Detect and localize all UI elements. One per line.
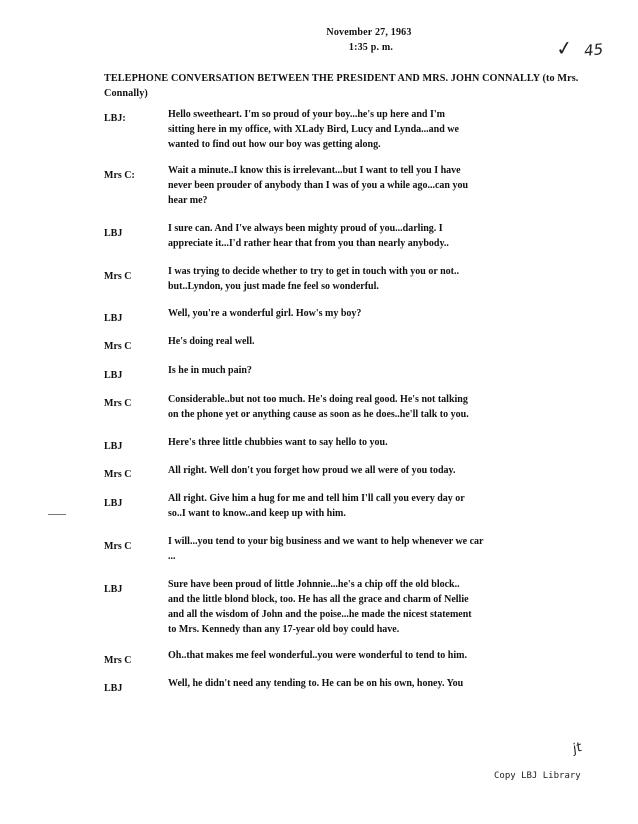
speaker-label: Mrs C	[104, 655, 132, 666]
speaker-label: Mrs C	[104, 398, 132, 409]
speaker-label: Mrs C	[104, 341, 132, 352]
utterance-text: Well, you're a wonderful girl. How's my boy?	[168, 308, 362, 319]
speaker-label: LBJ	[104, 370, 123, 381]
speaker-label: LBJ:	[104, 113, 126, 124]
speaker-label: Mrs C	[104, 271, 132, 282]
utterance-text: Sure have been proud of little Johnnie...he's a chip off the old block.. and the little blond block, too. He has all the grace and charm of Nellie and all the wisdom of John and the poise...he made the nicest statement to Mrs. Kennedy than any 17-year old boy could have.	[168, 579, 472, 635]
margin-mark	[48, 514, 66, 515]
utterance-text: Here's three little chubbies want to say hello to you.	[168, 437, 388, 448]
utterance-text: I was trying to decide whether to try to get in touch with you or not.. but..Lyndon, you just made fne feel so wonderful.	[168, 266, 460, 292]
speaker-label: Mrs C	[104, 469, 132, 480]
library-footer: Copy LBJ Library	[494, 771, 581, 781]
handwritten-page-number: 45	[583, 40, 604, 60]
speaker-label: Mrs C	[104, 541, 132, 552]
memo-date: November 27, 1963	[326, 27, 412, 38]
speaker-label: LBJ	[104, 228, 123, 239]
speaker-label: LBJ	[104, 683, 123, 694]
utterance-text: I will...you tend to your big business and we want to help whenever we car ...	[168, 536, 484, 562]
utterance-text: Is he in much pain?	[168, 365, 252, 376]
speaker-label: LBJ	[104, 498, 123, 509]
handwritten-initials: jt	[570, 740, 584, 757]
speaker-label: LBJ	[104, 584, 123, 595]
utterance-text: All right. Give him a hug for me and tell him I'll call you every day or so..I want to know..and keep up with him.	[168, 493, 465, 519]
utterance-text: Well, he didn't need any tending to. He can be on his own, honey. You	[168, 678, 464, 689]
check-mark-icon: ✓	[554, 34, 575, 62]
document-title: TELEPHONE CONVERSATION BETWEEN THE PRESIDENT AND MRS. JOHN CONNALLY (to Mrs. Connally)	[104, 73, 579, 99]
utterance-text: He's doing real well.	[168, 336, 255, 347]
utterance-text: Considerable..but not too much. He's doing real good. He's not talking on the phone yet or anything cause as soon as he does..he'll talk to you.	[168, 394, 469, 420]
utterance-text: All right. Well don't you forget how proud we all were of you today.	[168, 465, 456, 476]
utterance-text: Hello sweetheart. I'm so proud of your boy...he's up here and I'm sitting here in my office, with XLady Bird, Lucy and Lynda...and we wanted to find out how our boy was getting along.	[168, 109, 459, 150]
utterance-text: I sure can. And I've always been mighty proud of you...darling. I appreciate it...I'd rather hear that from you than nearly anybody..	[168, 223, 449, 249]
utterance-text: Oh..that makes me feel wonderful..you were wonderful to tend to him.	[168, 650, 467, 661]
memo-time: 1:35 p. m.	[348, 42, 394, 53]
speaker-label: LBJ	[104, 313, 123, 324]
utterance-text: Wait a minute..I know this is irrelevant...but I want to tell you I have never been prouder of anybody than I was of you a while ago...can you hear me?	[168, 165, 469, 206]
speaker-label: LBJ	[104, 441, 123, 452]
speaker-label: Mrs C:	[104, 170, 135, 181]
